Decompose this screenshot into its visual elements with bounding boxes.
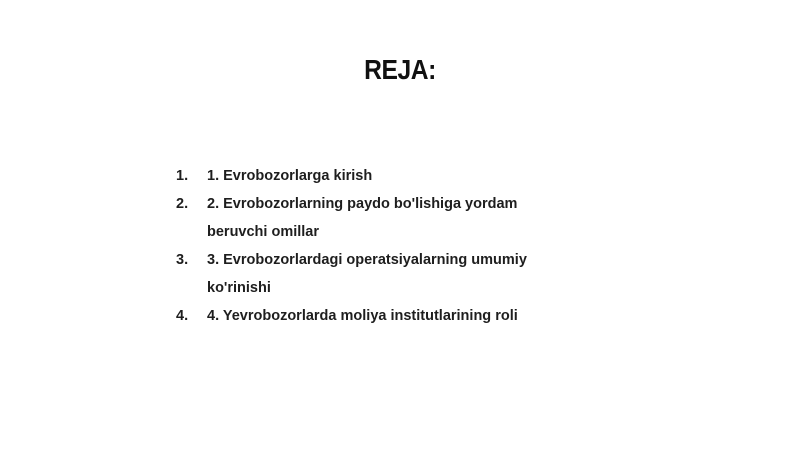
plan-item-text: 2. Evrobozorlarning paydo bo'lishiga yordam beruvchi omillar bbox=[207, 196, 518, 240]
plan-list-item bbox=[176, 246, 576, 302]
plan-item-text: 4. Yevrobozorlarda moliya institutlarining roli bbox=[207, 308, 518, 324]
plan-item-text: 1. Evrobozorlarga kirish bbox=[207, 168, 373, 184]
plan-item-number: 3. bbox=[176, 252, 189, 268]
plan-list-item bbox=[176, 162, 576, 190]
plan-list-item bbox=[176, 302, 576, 330]
slide-title: REJA: bbox=[364, 54, 436, 85]
plan-item-text: 3. Evrobozorlardagi operatsiyalarning umumiy ko'rinishi bbox=[207, 252, 527, 296]
plan-list-item bbox=[176, 190, 576, 246]
plan-item-number: 1. bbox=[176, 168, 189, 184]
plan-item-number: 2. bbox=[176, 196, 189, 212]
plan-item-number: 4. bbox=[176, 308, 189, 324]
plan-list bbox=[176, 162, 576, 330]
